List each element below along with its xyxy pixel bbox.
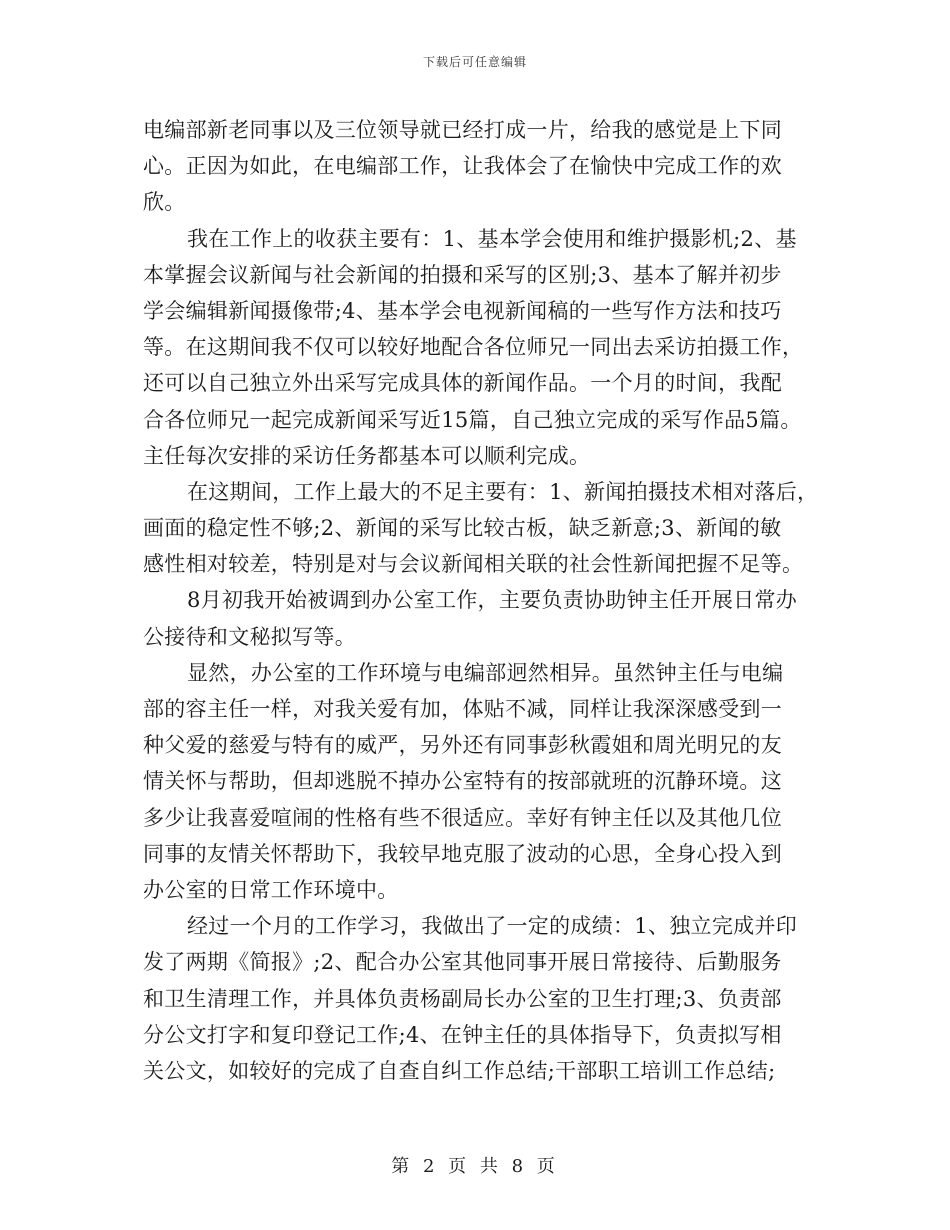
text-line: 心。正因为如此，在电编部工作，让我体会了在愉快中完成工作的欢 [143,154,782,179]
text-line: 办公室的日常工作环境中。 [143,877,399,902]
text-line: 多少让我喜爱喧闹的性格有些不很适应。幸好有钟主任以及其他几位 [143,805,782,830]
page-header: 下载后可任意编辑 [422,55,527,69]
text-line: 等。在这期间我不仅可以较好地配合各位师兄一同出去采访拍摄工作， [143,335,804,360]
paragraph-start-line: 显然，办公室的工作环境与电编部迥然相异。虽然钟主任与电编 [187,660,784,685]
text-line: 和卫生清理工作，并具体负责杨副局长办公室的卫生打理;3、负责部 [143,986,782,1011]
text-line: 感性相对较差，特别是对与会议新闻相关联的社会性新闻把握不足等。 [143,552,804,577]
text-line: 本掌握会议新闻与社会新闻的拍摄和采写的区别;3、基本了解并初步 [143,262,782,287]
text-line: 种父爱的慈爱与特有的威严，另外还有同事彭秋霞姐和周光明兄的友 [143,733,782,758]
document-body [143,112,818,1089]
text-line: 同事的友情关怀帮助下，我较早地克服了波动的心思，全身心投入到 [143,841,782,866]
text-line: 电编部新老同事以及三位领导就已经打成一片，给我的感觉是上下同 [143,118,782,142]
text-line: 画面的稳定性不够;2、新闻的采写比较古板，缺乏新意;3、新闻的敏 [143,516,782,541]
paragraph-start-line: 经过一个月的工作学习，我做出了一定的成绩：1、独立完成并印 [187,914,798,939]
text-line: 关公文，如较好的完成了自查自纠工作总结;干部职工培训工作总结; [143,1058,776,1083]
text-line: 主任每次安排的采访任务都基本可以顺利完成。 [143,443,591,468]
text-line: 部的容主任一样，对我关爱有加，体贴不减，同样让我深深感受到一 [143,697,782,721]
text-line: 公接待和文秘拟写等。 [143,624,356,649]
paragraph-start-line: 8月初我开始被调到办公室工作，主要负责协助钟主任开展日常办 [187,588,798,613]
text-line: 合各位师兄一起完成新闻采写近15篇，自己独立完成的采写作品5篇。 [143,407,802,432]
text-line: 欣。 [143,190,186,215]
text-line: 情关怀与帮助，但却逃脱不掉办公室特有的按部就班的沉静环境。这 [143,769,782,794]
paragraph-start-line: 在这期间，工作上最大的不足主要有：1、新闻拍摄技术相对落后， [187,479,819,504]
page-number-footer: 第 2 页 共 8 页 [391,1156,559,1177]
text-line: 发了两期《简报》;2、配合办公室其他同事开展日常接待、后勤服务 [143,950,782,975]
text-line: 还可以自己独立外出采写完成具体的新闻作品。一个月的时间，我配 [143,371,782,396]
text-line: 学会编辑新闻摄像带;4、基本学会电视新闻稿的一些写作方法和技巧 [143,298,782,323]
text-line: 分公文打字和复印登记工作;4、在钟主任的具体指导下，负责拟写相 [143,1022,782,1047]
paragraph-start-line: 我在工作上的收获主要有：1、基本学会使用和维护摄影机;2、基 [187,226,797,251]
